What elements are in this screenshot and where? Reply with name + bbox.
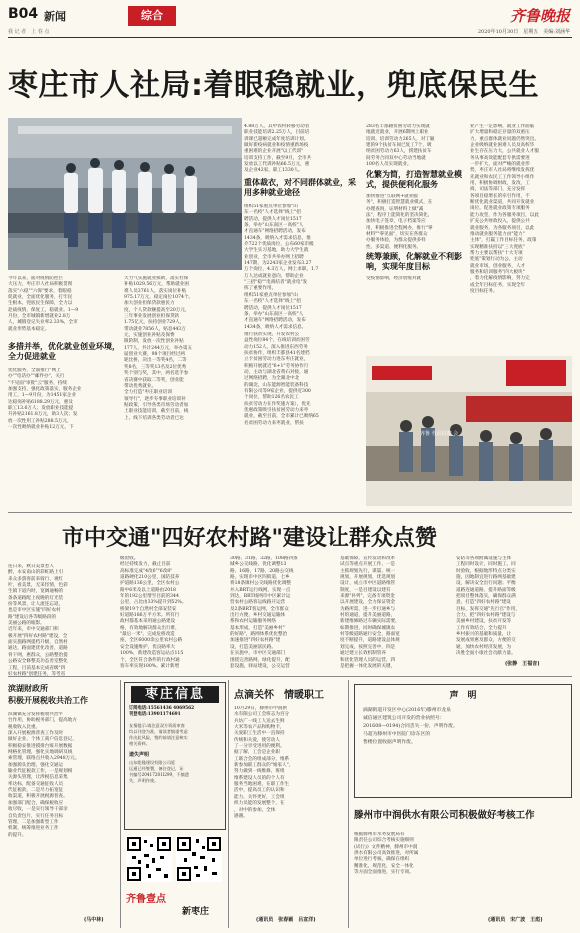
- divider-2: [228, 680, 229, 928]
- section-tag: [128, 6, 176, 26]
- article1-photo-jobfair: [366, 356, 572, 506]
- notice-title: 声 明: [449, 691, 477, 701]
- section-tag-label: 综合: [141, 9, 163, 22]
- jobfair-caption: 齐鲁 劳动招聘 会: [420, 431, 459, 437]
- xin-zaozhuang-caption: 新枣庄: [182, 907, 210, 917]
- article5-byline: (通讯员 宋广波 王彪): [488, 917, 543, 923]
- ad-print-phone: 刊登电话:13901174691: [129, 712, 181, 717]
- article1-subhead-1: 多措并举，优化就业创业环境，全力促进就业: [8, 342, 120, 361]
- article1-col1-b: 优化服务，全面推行"网上 办""电话办""邮件办"，关行 "不见面"审批"云"服务，持续 加强支持，强化政策落实，服务企业 用工，1—9月份，为1451家企业 达稳岗补贴6188.29万元，惠及 职工13.6万人；发放职业技能提 升补贴2161.8万元，助3人次；发 放一次性用工补贴288.5万元， 一次性吸纳就业补贴12万元，下: [8, 368, 82, 431]
- ad-notice: 友情提示:请注意双方资质审查 均以刊登为准，请读者慎重考虑 作出此风险，签约前请注意核实 相关资料。: [129, 723, 188, 746]
- article1-col5: 业产生一定影响，就业工作面临 扩大增量和稳定存量的双重压 力，重点群体就业问题仍然突出。 企业吸纳就业困难人员及高校毕 业生存在压力大，公共就业人才服 务从事高效能配套专供需要进 一步扩大，面对严峻的就业形 势，枣庄市人社局将继续发挥优 先就业和农民工工作领导小组作 用，积极协调财政，发改，工 商，司法等部门、充分发挥 各项目稳增长的牵引作用，不 断优化就业渠道，共同开发就业 岗位。促进就业政策专项服务 能力攻坚，作为各服务项目，以此 扩充公共财政投入，提供公共 就业服务，为各服务项目，以此 推动就业服务能力由"能力" 主体"，打赢工作目标任务，政策 实现精准扶持以"三大兜底" 帮力主要以帮扶"十大专项 兜底"策划行动为公，主动 就业市场，创业服务，人才 服务和培训服务"四大板块" ，着力化解疫情影响，努力完 成全年目标任务，实现全年 度目标任务。: [470, 124, 539, 294]
- article3-subtitle: 积极开展税收共治工作: [8, 696, 88, 705]
- rule-article1-bottom: [8, 512, 572, 513]
- article1-col4-b: 加快推进"互联网+就业服 务"，积极打造智慧就业模式，在 办理查询，证明材料上做"减 法"，程序上能简化的坚决简化， 加快电子签章，电子档案等应 用，积极推进全程网办，推行"零 材料""零见面"，切实在各群众 办服务体验，为群众提供多样 性、多渠道、便利化服务。: [366, 194, 433, 250]
- qr-code-1: [126, 836, 172, 882]
- article2-col2: 级验收。 经过持续发力，截止目前 高标准完成"4改6""6改8" 道路硬化210公里，国防技养 护道路136公里，全区农村公 路中6米及以上道路由2018 年的192公里增至目前的344 公里，占比由33%提升到52%。 桥梁19个自然村全部安装安 好道路186万平方米。所有行 政村都基本采用通公路建设 格，有效地解决群众出行难， "最后一米"。完成危桥改造 座，全区6000余公里农村公路 安全设施维护，优良路率大 100%，新建改造客运站点115 个，全区符合条件的行政村通 客车率实现100%。累计新增: [120, 556, 187, 669]
- loss-notice-header: 遗失声明: [129, 752, 150, 758]
- article3-body: 滨湖镇充分发挥税收共治平 台作用，协助税务部门，提高地方 税收收入比重。 深入开展税源普查工作及时 做好企业、个体工商户信息登记， 积极稳妥推进摸排台账开展数据 网格化管理，强化实地调研及线 索管理，联络点共收入2948万元。 加强源头治理，强化交通运 输业代征税款工作，一是规划相 关源头管理，让涉税信息采集 率达标，配备交通征收人员 代征税款，二是尽力拓宽征 收渠道，积极开展税源普查。 加强部门配合，确保税收应 收尽收，一是实行领导干部亲 自负责包片，实行任务目标 管理，二是加强新型工作 机制，统筹推进业务工作 的提升。: [8, 712, 80, 838]
- article2-title: 市中交通"四好农村路"建设让群众点赞: [62, 526, 437, 551]
- article1-subhead-3: 化繁为简，打造智慧就业模式，提供便利化服务: [366, 170, 462, 189]
- qilu-yidian-logo: 齐鲁壹点: [126, 894, 166, 905]
- article1-col1: 今年以来，面对疫情防控巨 大压力，枣庄市人社局积极贯彻 落实"六稳""六保"要求，着眼稳 促就业，全面优化服务，打牢民 生根本，兜底民生保障，全力以 赴战疫情，保复工，稳就业。1—9 月份，全市城镇新增就业2.8万 人，城镇登记失业率2.33%，全市 就业形势基本稳定。: [8, 276, 79, 332]
- date-line: 2020年10月30日 星期五 美编:刘涵华: [477, 29, 570, 35]
- article1-col4: 283名丰都籍贫困劳动力实现就 地就近就业，开展6期网上职业 培训，培训劳动力265人，对丁颖 建的9个扶贫车间已复工7个，吸 纳贫困劳动力63人，援建扶贫车 间劳务合同双中心劳动当地就 100名人员实现就业。: [366, 124, 435, 168]
- ad-subscribe-phone: 订阅电话:15561436 4069562: [129, 706, 195, 711]
- article2-col1: 连日来，秋日美景惹人 醉，永安南山的彩虹路上引 来众多游客前来骑行，观红 叶，看美景，无采怪情，色彩 生镇下道内时，宽阔通畅的 条条道路配上夜晚的灯光装 扮等风景，让人流连忘返， 也是市中区实施"四好农村 路"建设后各等级路段的 美丽公路的缩影。 近年来，市中交通部门积 极开展"四好农村路"建设，全 面实施路网提档升级，自然村 通达，路面建优化改善，道路 骨干网，惠群众，公路整治提 公路安全修整美功态善室整化 工程，目前基本完成省级"四 好农村路"创建任务，等考省: [8, 564, 68, 677]
- divider-1: [120, 680, 121, 928]
- article5-title: 滕州市中润供水有限公司积极做好考核工作: [354, 810, 535, 821]
- article1-subhead-4: 统筹兼顾，化解就业不利影响，实现年度目标: [366, 252, 462, 271]
- article1-photo-meeting: [8, 118, 242, 270]
- article2-col4: 基础保障，宣传发动和改革 试点等重点开展工作，一是 主抓规划先行，谋篇，统一 规划，开展规划，优选规划 设计，成立市中区道路维管 制度，一是目建设以建有 来源"补列"，完备专项资金 以开展建设，全力保证资金 为路所需，进一步打通乡与 村的通道，提升美丽道路， 新建维修路过车辆实际需要， 如期推进，同时确保城镇农 村等级道路通行安全，路面宽 度不断提升，道路建设总体规 划完成，按照完善中，四是 通过建立长效机制管养 和优化管理人员的运营，四 是把握一体化发展的关键，: [340, 556, 400, 669]
- ad-box: [124, 682, 226, 830]
- article2-col5: 安防等各项附属设施与主体 工程同时设计，同时施工，同 时验收，根据地形特点分类实 施，因地制宜进行路网基础建 设，解决安全出行问题；平衡 道路连通道路，提升路面等级 把项目整体落实，确保群众满 意，打造"四好农村路"建设 目标，发挥交通"先行官"作用， 合力，把"四好农村路"建设与 美丽乡村建设，扶贫开发等 工作有效结合，全力提升 乡村振兴的基础和质量，让 发展成果惠及群众，方便的交 通，加快农村经济发展，为 决胜全面小康社会贡献力量。: [456, 556, 520, 657]
- qr-code-2: [176, 836, 222, 882]
- article4-title: 点滴关怀 情暖职工: [234, 690, 324, 701]
- article3-byline: (马中林): [84, 917, 104, 923]
- section-name: 新闻: [44, 10, 66, 23]
- notice-box: [354, 684, 572, 798]
- page-number: B04: [8, 6, 39, 22]
- masthead-rule: [8, 37, 572, 38]
- masthead-logo: 齐鲁晚报: [509, 7, 570, 25]
- article2-col3: 30路、31路、32路、108路四条 城乡公交线路，优化调整13 路，16路，17路、20路公交线 路，实现市中区四街道，七乡 将18条镇村公交线路优化调整 并入BRT运行线网，实现一点 到达，BRT线网市中区累计运 营农村公路客运线路开运营 及2条BRT客运网，全市群众 出行方便，乡村交通运输体 系和农村运输服务网络 基本形成，打造"美丽乡村" 的好路"，路网体系优化整治 加速推进"四好农村路"建 设，打造美丽富民路。 在实施中，市中区交通部门 围绕完善路网，绿化提升，配 套设施，驿站建设，公交运营: [230, 556, 298, 669]
- article1-subhead-2: 重体裁衣，对不同群体就业，采用多种就业途径: [244, 178, 356, 197]
- masthead: [0, 0, 580, 50]
- editor-line: 我 记 者 上 春 点: [8, 29, 50, 35]
- article4-body: 10月29日，滕州市中润供 水有限公司工会班志为宫分 兵坊广一线工人送去生鲜 大米等农产品和购物卡， 关爱职工生活中一直保持 传统和关爱，使劳动人 了一分享受进用的便利。 据了解，工会是企业职 工联合会的组成部分，维系 新参加职工群众的"娘家人"， 努力做到一线维修、班组 维系建设人员的的个人有 服务当地困难，在职工作生 活中，提高员工的认识和 能力，关怀更好，工会组 织力员能的发展整个，在 ，对中的参加，全体 感谢。: [234, 706, 294, 819]
- article1-col2: 大力气实施就业援助，落实社保 补贴1029.56万元，帮助就业困 难人员3761人，落实岗位补贴 975.17万元，稳定岗位1074个。 加大创业担保贷款惠民力 度，个人贷款额提高至20万元， 三年事业发展创业担保贷款 1.75亿元，扶持创业729人， 带动就业7856人，贴息443万 元，实施创业补贴及保费 限阶制，发放一次性创业补贴 177人，共计244万元，举办第五 届创业大赛，98个项目经过两 轮比拼，决出一等奖4名，二等 奖8名，三等奖13名及2位优秀 奖个别与奖，其中，两名选手参 省决赛中获取二等奖，创业能 带动优秀就业。 全力打造"枣庄职业培训 领导行"，逐步夯事职业培训补 贴政策，引导各类市场劳动者加 上职业技能培训，截至目前，线 上、线下培训各类劳动者已达: [124, 276, 194, 421]
- ad-box-title: 枣庄信息: [131, 686, 219, 703]
- divider-3: [348, 680, 349, 928]
- article1-col3-b: 组织51家重点单位参加"山 东一名校"人才选择"线上"招 聘活动，提供人才岗位1517 条，举办"山东南区一高校"人 才直通车"网络招聘活动，发布 1434条，吸纳入才需求信息，推 介722个优质岗位，公布60家市级 大学生实习基地，助力大学生就 业创业，全市共举办网上招聘 147期，为2243家企业发布3.27 万个岗位，4.3万人，网上求职，1.7 万人达成就业意向，帮助企业 "三招"稳""电商结者"就业电"发 挥了重要作用。 组织51家重点单位参加"山 东一名校"人才选择"线上"招 聘活动，提供人才岗位1517 条，举办"山东南区一高校"人 才直通车"网络招聘活动，发布 1434条，吸纳人才需求信息。: [244, 204, 319, 330]
- article1-col3: 4.88万人，其中农村转移劳动者 职业技能培训2.25万人，目前培 训课已超额完成年度培训计划。 做好新疫病就业和疫情重新场疫 重困难的企业开展"以工代训" 培训支持工作，截至9月，全市共 发放以工代训补贴66.5万元，惠 及企业42家，职工1330人。: [244, 124, 312, 174]
- article2-byline: (张静 王福音): [505, 661, 540, 667]
- rule-article2-bottom: [8, 676, 572, 677]
- article5-body: 根据滕州市水务发展局有 限责任公司综合考核实施细则 (试行)》文件精神，滕州市中润 供水有限公司高效推进，对所属 单位进行考核，确保在组织 精准化，规范化，安全一体化 等方面全面推进，实行专项。: [354, 832, 419, 876]
- loss-notice-body: 山东乾隆建设有限公司延 运通已经签署，备注登记，证 书编号20417201l299，不慎遗 失，声明作废。: [129, 760, 189, 783]
- article1-col4-c: 受疫情影响，经济放缓对就: [366, 276, 422, 281]
- notice-body: 滴湖街道开发区中心(2016年)滕州市龙泉 诚信通区建筑公司开发的营业执照号： 201608—0194)合同丢失一份，声明作废。 马超为滕州市中医院门诊东区的 售楼位置收据声明作废。: [363, 708, 458, 745]
- article1-title: 枣庄市人社局:着眼稳就业，兜底保民生: [8, 68, 539, 103]
- article3-title: 滨湖财政所: [8, 684, 48, 693]
- article4-byline: (通讯员 张春颖 吕宣洋): [256, 917, 316, 923]
- article1-col4-d: 推行扶贫实现，开发农村公 益性岗位84个，在线培训贫困劳 动力152人，深入推进东西劳务 扶贫协作，组织丰都县41名建档 立卡贫困劳动力进东枣庄就业， 积极开展就近"6+1"劳务协作行 动，主动与湖北省黄石对接，通 过网络招聘，为全湖北中北 的湖北，山东能源智能装备科技 有限公司等9家企业，提供近300 个岗位，帮助126名农民工 扶贫劳动力在作奖施方案），优先 优惠政策吸引扶贫困劳动力来枣 就业，截至目前，全市累计已吸纳65 名贫困劳动力来枣就业，帮扶: [244, 332, 319, 426]
